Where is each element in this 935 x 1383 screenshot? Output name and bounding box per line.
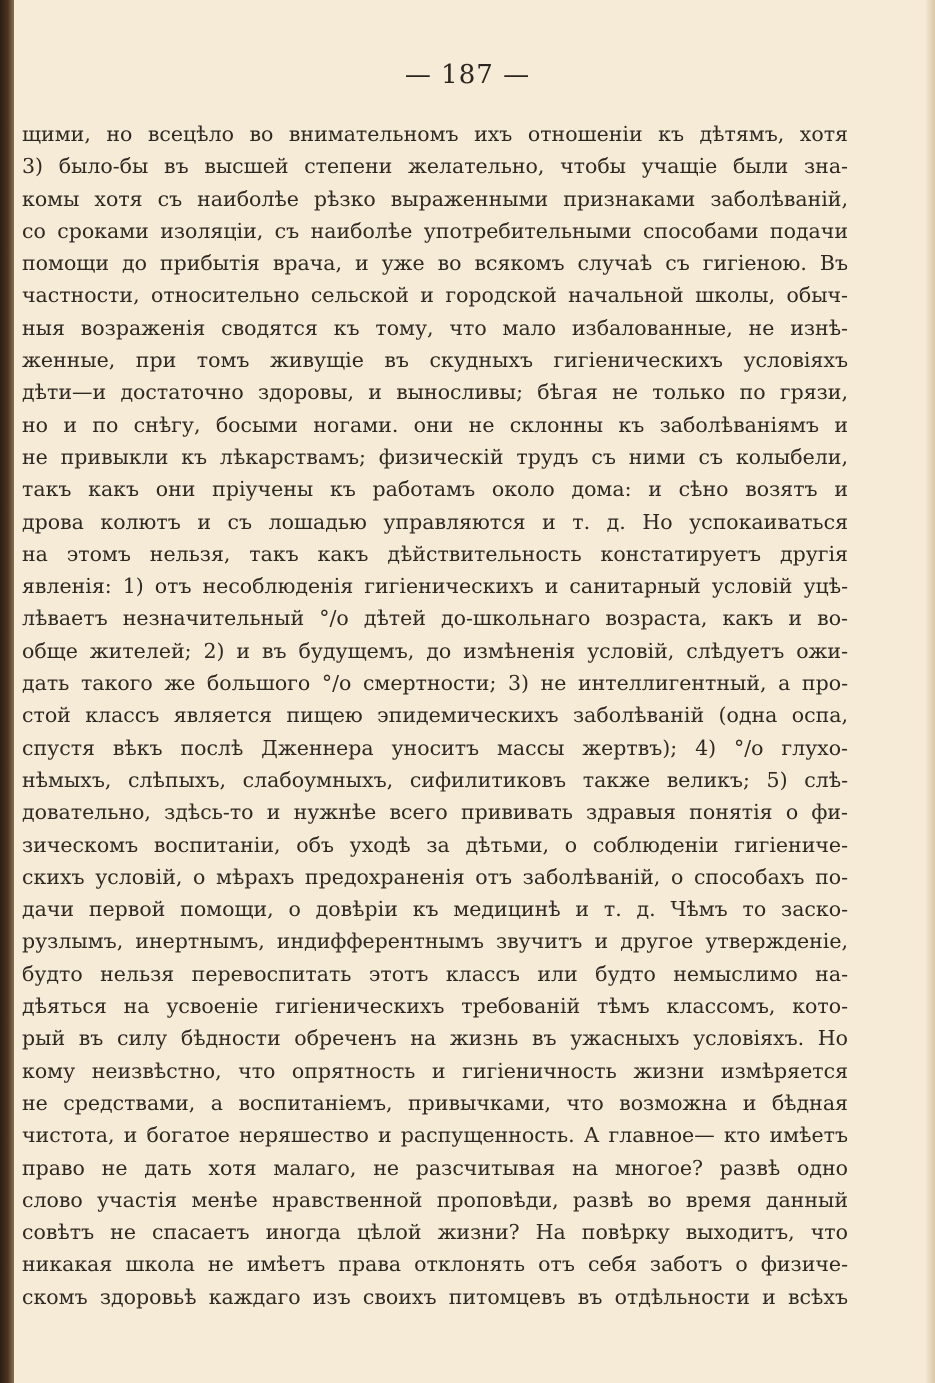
text-line: скихъ условій, о мѣрахъ предохраненія отъ заболѣваній, о способахъ по- [22,864,848,889]
text-line: женные, при томъ живущіе въ скудныхъ гигіеническихъ условіяхъ [22,348,848,373]
text-line: явленія: 1) отъ несоблюденія гигіеническихъ и санитарный условій уцѣ- [22,574,848,599]
text-line: дѣти—и достаточно здоровы, и выносливы; бѣгая не только по грязи, [22,380,848,405]
text-line: нѣмыхъ, слѣпыхъ, слабоумныхъ, сифилитиковъ также великъ; 5) слѣ- [22,767,848,792]
text-line: обще жителей; 2) и въ будущемъ, до измѣненія условій, слѣдуетъ ожи- [22,638,848,663]
text-line: ныя возраженія сводятся къ тому, что мало избалованные, не изнѣ- [22,315,848,340]
text-line: зическомъ воспитаніи, объ уходѣ за дѣтьми, о соблюденіи гигіениче- [22,832,848,857]
text-line: комы хотя съ наиболѣе рѣзко выраженными признаками заболѣваній, [22,186,848,211]
text-line: никакая школа не имѣетъ права отклонять отъ себя заботъ о физиче- [22,1252,848,1277]
text-line: на этомъ нельзя, такъ какъ дѣйствительность констатируетъ другія [22,541,848,566]
text-line: кому неизвѣстно, что опрятность и гигіеничность жизни измѣряется [22,1058,848,1083]
text-line: совѣтъ не спасаетъ иногда цѣлой жизни? На повѣрку выходитъ, что [22,1220,848,1245]
text-line: 3) было-бы въ высшей степени желательно, чтобы учащіе были зна- [22,154,848,179]
text-line: дрова колютъ и съ лошадью управляются и т. д. Но успокаиваться [22,509,848,534]
page-edge-shadow [925,0,935,1383]
book-binding-edge [0,0,14,1383]
text-line: лѣваетъ незначительный °/о дѣтей до-школьнаго возраста, какъ и во- [22,606,848,631]
body-text [22,118,848,1313]
text-line: щими, но всецѣло во внимательномъ ихъ отношеніи къ дѣтямъ, хотя [22,122,848,146]
text-line: стой классъ является пищею эпидемическихъ заболѣваній (одна оспа, [22,703,848,728]
text-line: довательно, здѣсь-то и нужнѣе всего прививать здравыя понятія о фи- [22,800,848,825]
text-line: не средствами, а воспитаніемъ, привычками, что возможна и бѣдная [22,1090,848,1115]
text-line: не привыкли къ лѣкарствамъ; физическій трудъ съ ними съ колыбели, [22,444,848,469]
text-line: помощи до прибытія врача, и уже во всякомъ случаѣ съ гигіеною. Въ [22,251,848,276]
text-line: частности, относительно сельской и городской начальной школы, обыч- [22,283,848,308]
text-line: право не дать хотя малаго, не разсчитывая на многое? развѣ одно [22,1155,848,1180]
text-line: рузлымъ, инертнымъ, индифферентнымъ звучитъ и другое утвержденіе, [22,929,848,954]
text-line: скомъ здоровьѣ каждаго изъ своихъ питомцевъ въ отдѣльности и всѣхъ [22,1284,848,1309]
text-line: чистота, и богатое неряшество и распущенность. А главное— кто имѣетъ [22,1123,848,1148]
page-number: — 187 — [404,60,531,90]
text-line: будто нельзя перевоспитать этотъ классъ или будто немыслимо на- [22,961,848,986]
text-line: рый въ силу бѣдности обреченъ на жизнь въ ужасныхъ условіяхъ. Но [22,1026,848,1051]
text-line: дѣяться на усвоеніе гигіеническихъ требованій тѣмъ классомъ, кото- [22,994,848,1019]
text-line: такъ какъ они пріучены къ работамъ около дома: и сѣно возятъ и [22,477,848,502]
text-line: дачи первой помощи, о довѣріи къ медицинѣ и т. д. Чѣмъ то заско- [22,897,848,922]
text-line: спустя вѣкъ послѣ Дженнера уноситъ массы жертвъ); 4) °/о глухо- [22,735,848,760]
text-line: дать такого же большого °/о смертности; 3) не интеллигентный, а про- [22,671,848,696]
text-line: со сроками изоляціи, съ наиболѣе употребительными способами подачи [22,218,848,243]
text-line: слово участія менѣе нравственной проповѣди, развѣ во время данный [22,1187,848,1212]
text-line: но и по снѣгу, босыми ногами. они не склонны къ заболѣваніямъ и [22,412,848,437]
